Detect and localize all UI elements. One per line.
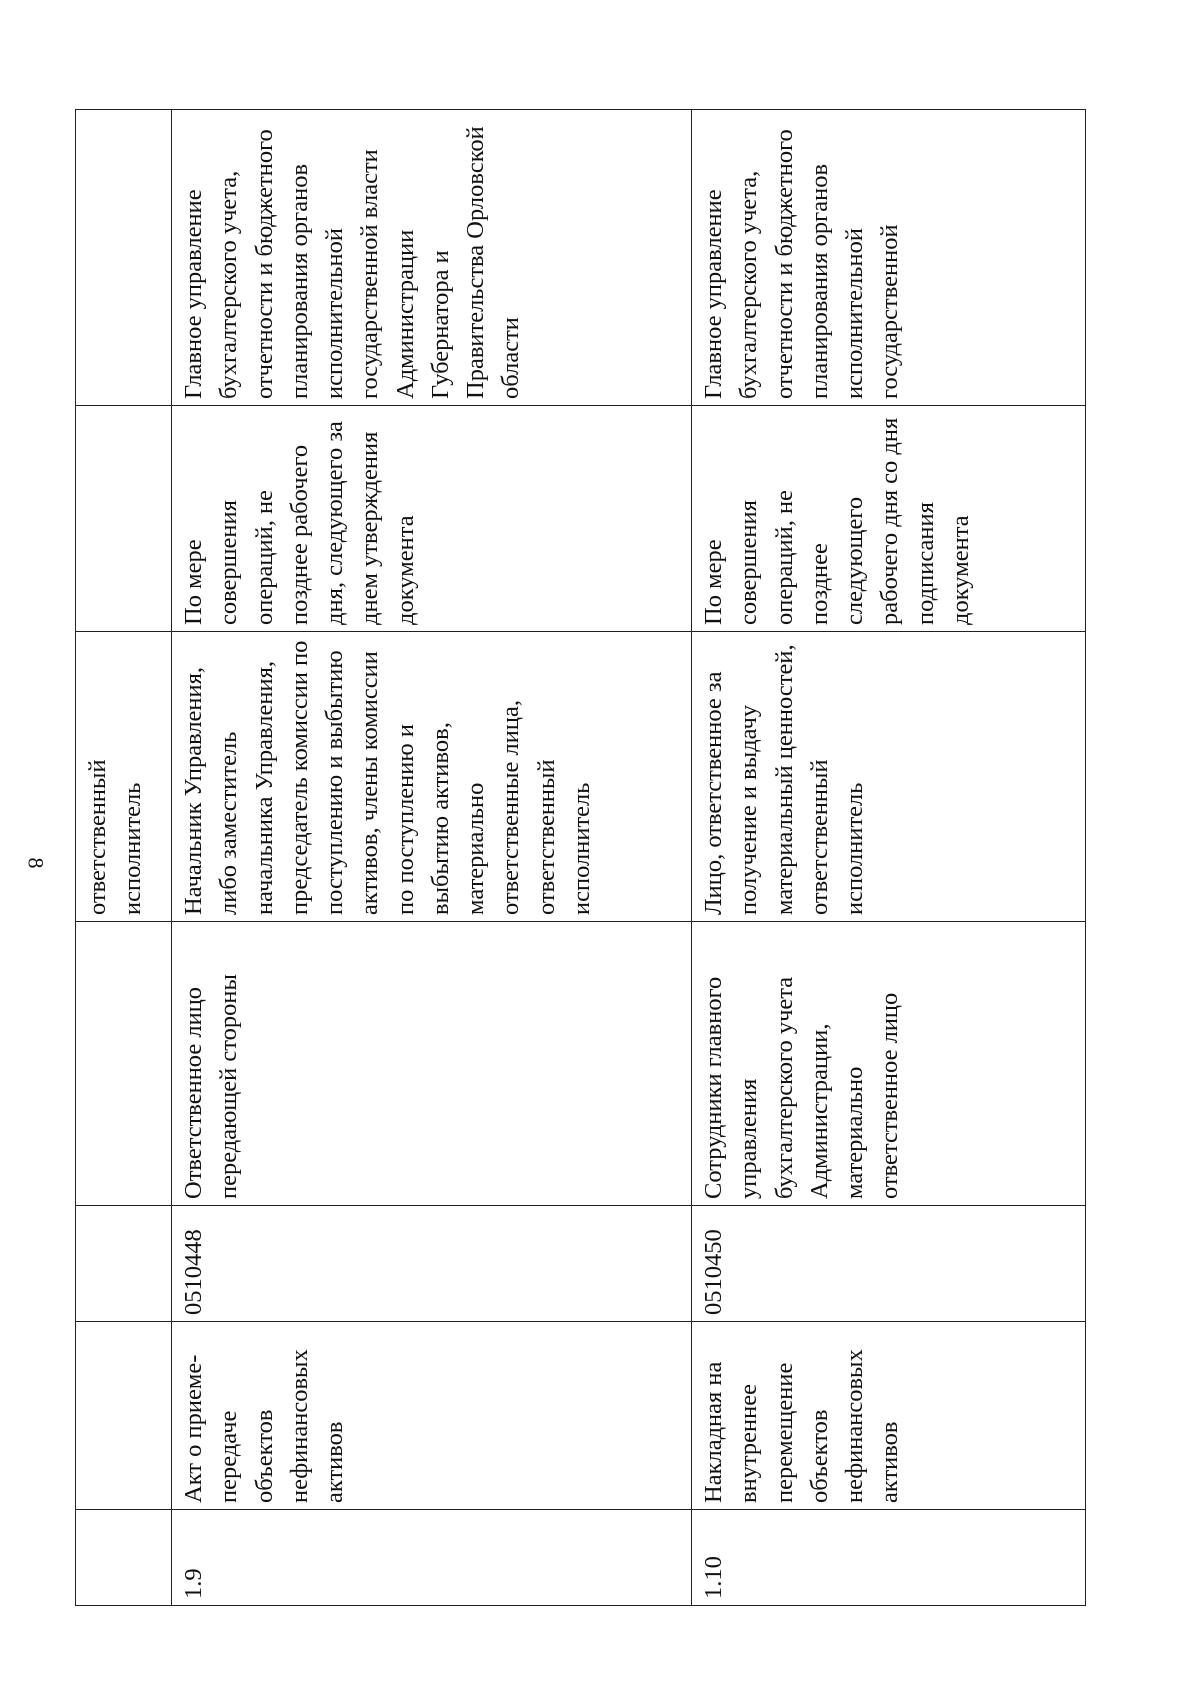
cell-signer: Начальник Управления, либо заместитель начальника Управления, председатель комиссии по поступлению и выбытию активов, члены комиссии по поступлению и выбытию активов, материально ответственные лица, ответственный исполнитель: [172, 632, 692, 922]
cell-number: 1.10: [692, 1510, 1086, 1606]
cell-receiver: [76, 110, 172, 406]
cell-creator: Сотрудники главного управления бухгалтерского учета Администрации, материально ответственное лицо: [692, 922, 1086, 1206]
cell-form-code: 0510448: [172, 1206, 692, 1322]
page-number: 8: [23, 857, 49, 869]
cell-deadline: [76, 406, 172, 632]
cell-creator: [76, 922, 172, 1206]
table-row: [172, 110, 692, 1606]
cell-signer: Лицо, ответственное за получение и выдачу материальный ценностей, ответственный исполнитель: [692, 632, 1086, 922]
document-table: [75, 109, 1086, 1606]
cell-form-code: [76, 1206, 172, 1322]
cell-receiver: Главное управление бухгалтерского учета, отчетности и бюджетного планирования органов исполнительной государственной власти Администрации Губернатора и Правительства Орловской области: [172, 110, 692, 406]
cell-receiver: Главное управление бухгалтерского учета, отчетности и бюджетного планирования органов исполнительной государственной: [692, 110, 1086, 406]
cell-document-name: [76, 1322, 172, 1510]
cell-number: 1.9: [172, 1510, 692, 1606]
table-row: [692, 110, 1086, 1606]
cell-number: [76, 1510, 172, 1606]
cell-creator: Ответственное лицо передающей стороны: [172, 922, 692, 1206]
cell-document-name: Накладная на внутреннее перемещение объектов нефинансовых активов: [692, 1322, 1086, 1510]
cell-form-code: 0510450: [692, 1206, 1086, 1322]
cell-signer: ответственный исполнитель: [76, 632, 172, 922]
cell-deadline: По мере совершения операций, не позднее следующего рабочего дня со дня подписания документа: [692, 406, 1086, 632]
cell-deadline: По мере совершения операций, не позднее рабочего дня, следующего за днем утверждения документа: [172, 406, 692, 632]
rotated-table-container: [75, 110, 1085, 1606]
table-row-continuation: [76, 110, 172, 1606]
cell-document-name: Акт о приеме-передаче объектов нефинансовых активов: [172, 1322, 692, 1510]
